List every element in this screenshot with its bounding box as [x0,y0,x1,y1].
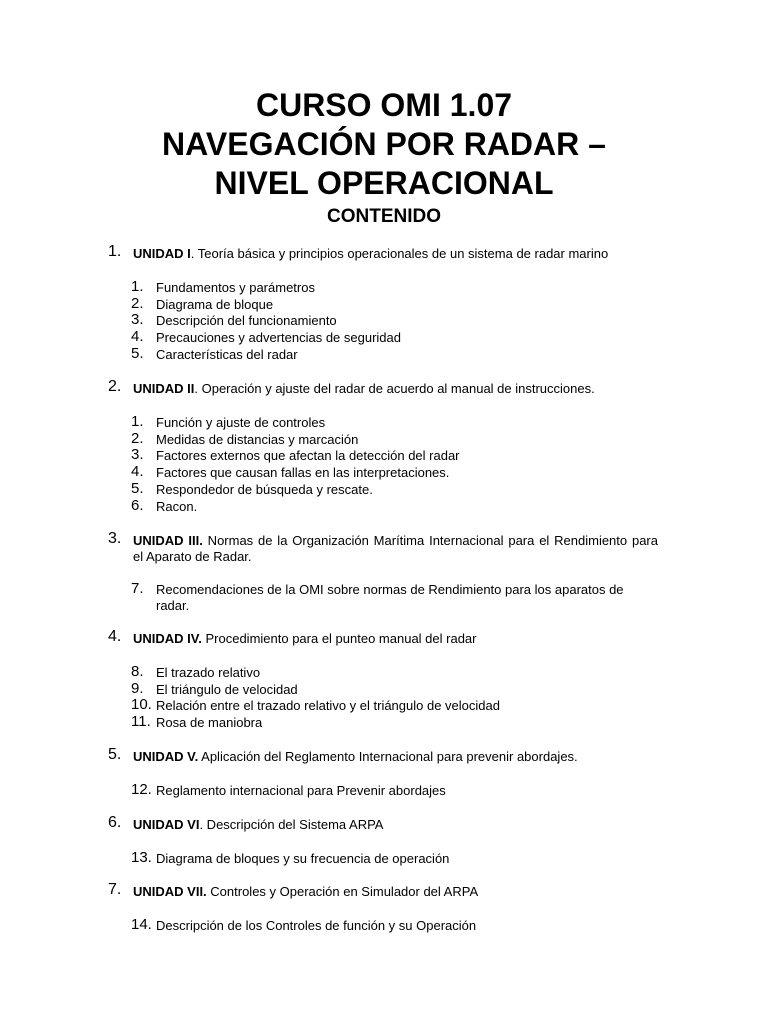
list-item [131,918,658,935]
unit-number: 1. [108,243,122,260]
item-number: 1. [131,413,144,430]
list-item [131,698,658,715]
item-number: 4. [131,463,144,481]
list-item [131,783,658,800]
item-text: Medidas de distancias y marcación [156,431,359,447]
unit-title: UNIDAD V. [133,749,199,764]
list-item [131,344,658,364]
unit-number: 2. [108,378,122,395]
unit-number: 5. [108,746,122,763]
list-item [131,665,658,682]
unit-number: 6. [108,814,122,831]
unit-2-items [131,415,658,515]
unit-1-heading [108,243,658,262]
list-item [131,294,658,314]
item-number: 4. [131,328,144,346]
unit-title: UNIDAD II [133,381,195,396]
unit-description: . Descripción del Sistema ARPA [199,817,384,832]
unit-description: . Operación y ajuste del radar de acuerdo al manual de instrucciones. [194,381,595,396]
unit-title: UNIDAD I [133,246,191,261]
item-text: Descripción de los Controles de función y su Operación [156,918,477,933]
item-number: 13. [131,849,152,866]
item-text: Reglamento internacional para Prevenir abordajes [156,783,446,798]
item-number: 11. [131,713,151,731]
item-number: 7. [131,580,144,597]
course-title-line-2: NAVEGACIÓN POR RADAR – [162,126,606,162]
list-item [131,679,658,699]
unit-2-heading [108,378,658,397]
item-text: Función y ajuste de controles [156,415,326,430]
list-item [131,715,658,732]
unit-title: UNIDAD VI [133,817,200,832]
item-number: 3. [131,446,144,464]
unit-description: Normas de la Organización Marítima Internacional para el Rendimiento para el Aparato de Radar. [133,533,658,564]
item-number: 9. [131,679,144,697]
contents-heading: CONTENIDO [327,206,441,227]
item-text: Factores que causan fallas en las interpretaciones. [156,465,450,481]
item-text: Descripción del funcionamiento [156,313,337,329]
unit-1-items [131,280,658,364]
item-text: Factores externos que afectan la detección del radar [156,448,460,464]
course-title-line-1: CURSO OMI 1.07 [255,87,513,123]
unit-6-heading [108,814,658,833]
item-number: 8. [131,663,144,680]
unit-5-heading [108,746,658,765]
unit-number: 7. [108,881,122,898]
item-text: Respondedor de búsqueda y rescate. [156,481,373,497]
item-number: 2. [131,294,144,312]
item-text: Racon. [156,498,198,514]
list-item [131,330,658,347]
list-item [131,851,658,868]
unit-4-heading [108,628,658,647]
list-item [131,465,658,482]
list-item [131,582,658,614]
item-text: El triángulo de velocidad [156,681,298,697]
unit-description: Procedimiento para el punteo manual del radar [201,631,477,646]
unit-title: UNIDAD III. [133,533,203,548]
unit-3-heading [108,530,658,565]
list-item [131,448,658,465]
item-number: 1. [131,278,144,295]
item-text: Diagrama de bloques y su frecuencia de operación [156,851,450,866]
unit-title: UNIDAD VII. [133,884,207,899]
list-item [131,479,658,499]
unit-description: Aplicación del Reglamento Internacional para prevenir abordajes. [198,749,578,764]
item-text: Rosa de maniobra [156,715,263,731]
unit-description: Controles y Operación en Simulador del ARPA [206,884,479,899]
item-number: 3. [131,311,144,329]
item-number: 12. [131,781,152,798]
list-item [131,429,658,449]
item-number: 5. [131,344,144,362]
unit-7-heading [108,881,658,900]
unit-3-items [131,582,658,614]
item-number: 10. [131,696,152,714]
unit-title: UNIDAD IV. [133,631,202,646]
unit-4-items [131,665,658,732]
item-text: Recomendaciones de la OMI sobre normas de Rendimiento para los aparatos de radar. [156,582,624,613]
unit-5-items [131,783,658,800]
unit-description: . Teoría básica y principios operacionales de un sistema de radar marino [190,246,609,261]
unit-6-items [131,851,658,868]
item-text: Diagrama de bloque [156,296,274,312]
unit-7-items [131,918,658,935]
item-text: Relación entre el trazado relativo y el triángulo de velocidad [156,698,500,714]
item-number: 6. [131,496,144,514]
item-number: 2. [131,429,144,447]
item-number: 14. [131,916,152,933]
title-block [0,86,768,229]
course-title-line-3: NIVEL OPERACIONAL [214,165,554,201]
list-item [131,415,658,432]
list-item [131,496,658,516]
item-text: El trazado relativo [156,665,261,680]
unit-number: 3. [108,530,122,547]
list-item [131,313,658,330]
item-text: Precauciones y advertencias de seguridad [156,330,401,346]
item-number: 5. [131,479,144,497]
item-text: Fundamentos y parámetros [156,280,315,295]
unit-number: 4. [108,628,122,645]
item-text: Características del radar [156,346,298,362]
list-item [131,280,658,297]
